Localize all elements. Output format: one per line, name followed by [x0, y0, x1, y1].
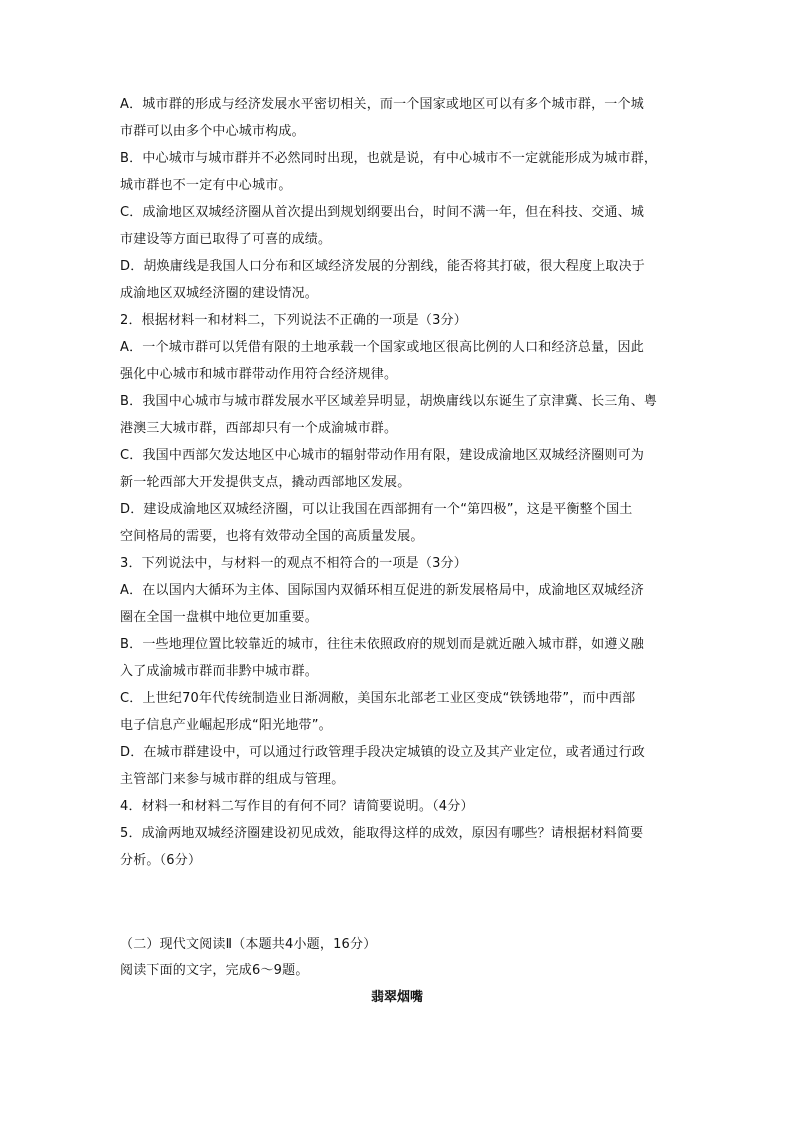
q4-stem: 4．材料一和材料二写作目的有何不同？请简要说明。（4分） — [120, 799, 474, 814]
q1-option-a-line2: 市群可以由多个中心城市构成。 — [120, 124, 305, 139]
q1-option-a-line1: A．城市群的形成与经济发展水平密切相关，而一个国家或地区可以有多个城市群，一个城 — [120, 97, 644, 112]
q3-option-c-line2: 电子信息产业崛起形成“阳光地带”。 — [120, 718, 332, 733]
q2-option-c-line2: 新一轮西部大开发提供支点，撬动西部地区发展。 — [120, 475, 411, 490]
q5-line2: 分析。（6分） — [120, 853, 202, 868]
q5-line1: 5．成渝两地双城经济圈建设初见成效，能取得这样的成效，原因有哪些？请根据材料简要 — [120, 826, 644, 841]
q1-option-d-line1: D．胡焕庸线是我国人口分布和区域经济发展的分割线，能否将其打破，很大程度上取决于 — [120, 259, 646, 274]
q2-option-b-line2: 港澳三大城市群，西部却只有一个成渝城市群。 — [120, 421, 398, 436]
q3-option-a-line1: A．在以国内大循环为主体、国际国内双循环相互促进的新发展格局中，成渝地区双城经济 — [120, 583, 644, 598]
q3-option-d-line1: D．在城市群建设中，可以通过行政管理手段决定城镇的设立及其产业定位，或者通过行政 — [120, 745, 646, 760]
q2-option-d-line2: 空间格局的需要，也将有效带动全国的高质量发展。 — [120, 529, 424, 544]
q1-option-c-line2: 市建设等方面已取得了可喜的成绩。 — [120, 232, 332, 247]
q3-option-d-line2: 主管部门来参与城市群的组成与管理。 — [120, 772, 345, 787]
q1-option-c-line1: C．成渝地区双城经济圈从首次提出到规划纲要出台，时间不满一年，但在科技、交通、城 — [120, 205, 645, 220]
passage-title: 翡翠烟嘴 — [370, 990, 423, 1005]
q3-option-b-line1: B．一些地理位置比较靠近的城市，往往未依照政府的规划而是就近融入城市群，如遵义融 — [120, 637, 644, 652]
q1-option-d-line2: 成渝地区双城经济圈的建设情况。 — [120, 286, 319, 301]
q3-option-c-line1: C．上世纪70年代传统制造业日渐凋敝，美国东北部老工业区变成“铁锈地带”，而中西部 — [120, 691, 636, 706]
q3-option-b-line2: 入了成渝城市群而非黔中城市群。 — [120, 664, 319, 679]
q3-stem: 3．下列说法中，与材料一的观点不相符合的一项是（3分） — [120, 556, 467, 571]
section2-instruction: 阅读下面的文字，完成6～9题。 — [120, 963, 309, 978]
q2-option-d-line1: D．建设成渝地区双城经济圈，可以让我国在西部拥有一个“第四极”，这是平衡整个国土 — [120, 502, 633, 517]
q3-option-a-line2: 圈在全国一盘棋中地位更加重要。 — [120, 610, 319, 625]
q2-option-a-line1: A．一个城市群可以凭借有限的土地承载一个国家或地区很高比例的人口和经济总量，因此 — [120, 340, 644, 355]
section2-heading: （二）现代文阅读Ⅱ（本题共4小题，16分） — [120, 937, 377, 952]
q2-stem: 2．根据材料一和材料二，下列说法不正确的一项是（3分） — [120, 313, 467, 328]
q2-option-c-line1: C．我国中西部欠发达地区中心城市的辐射带动作用有限，建设成渝地区双城经济圈则可为 — [120, 448, 645, 463]
q1-option-b-line2: 城市群也不一定有中心城市。 — [120, 178, 292, 193]
q2-option-a-line2: 强化中心城市和城市群带动作用符合经济规律。 — [120, 367, 398, 382]
q2-option-b-line1: B．我国中心城市与城市群发展水平区域差异明显，胡焕庸线以东诞生了京津冀、长三角、粤 — [120, 394, 658, 409]
q1-option-b-line1: B．中心城市与城市群并不必然同时出现，也就是说，有中心城市不一定就能形成为城市群， — [120, 151, 658, 166]
